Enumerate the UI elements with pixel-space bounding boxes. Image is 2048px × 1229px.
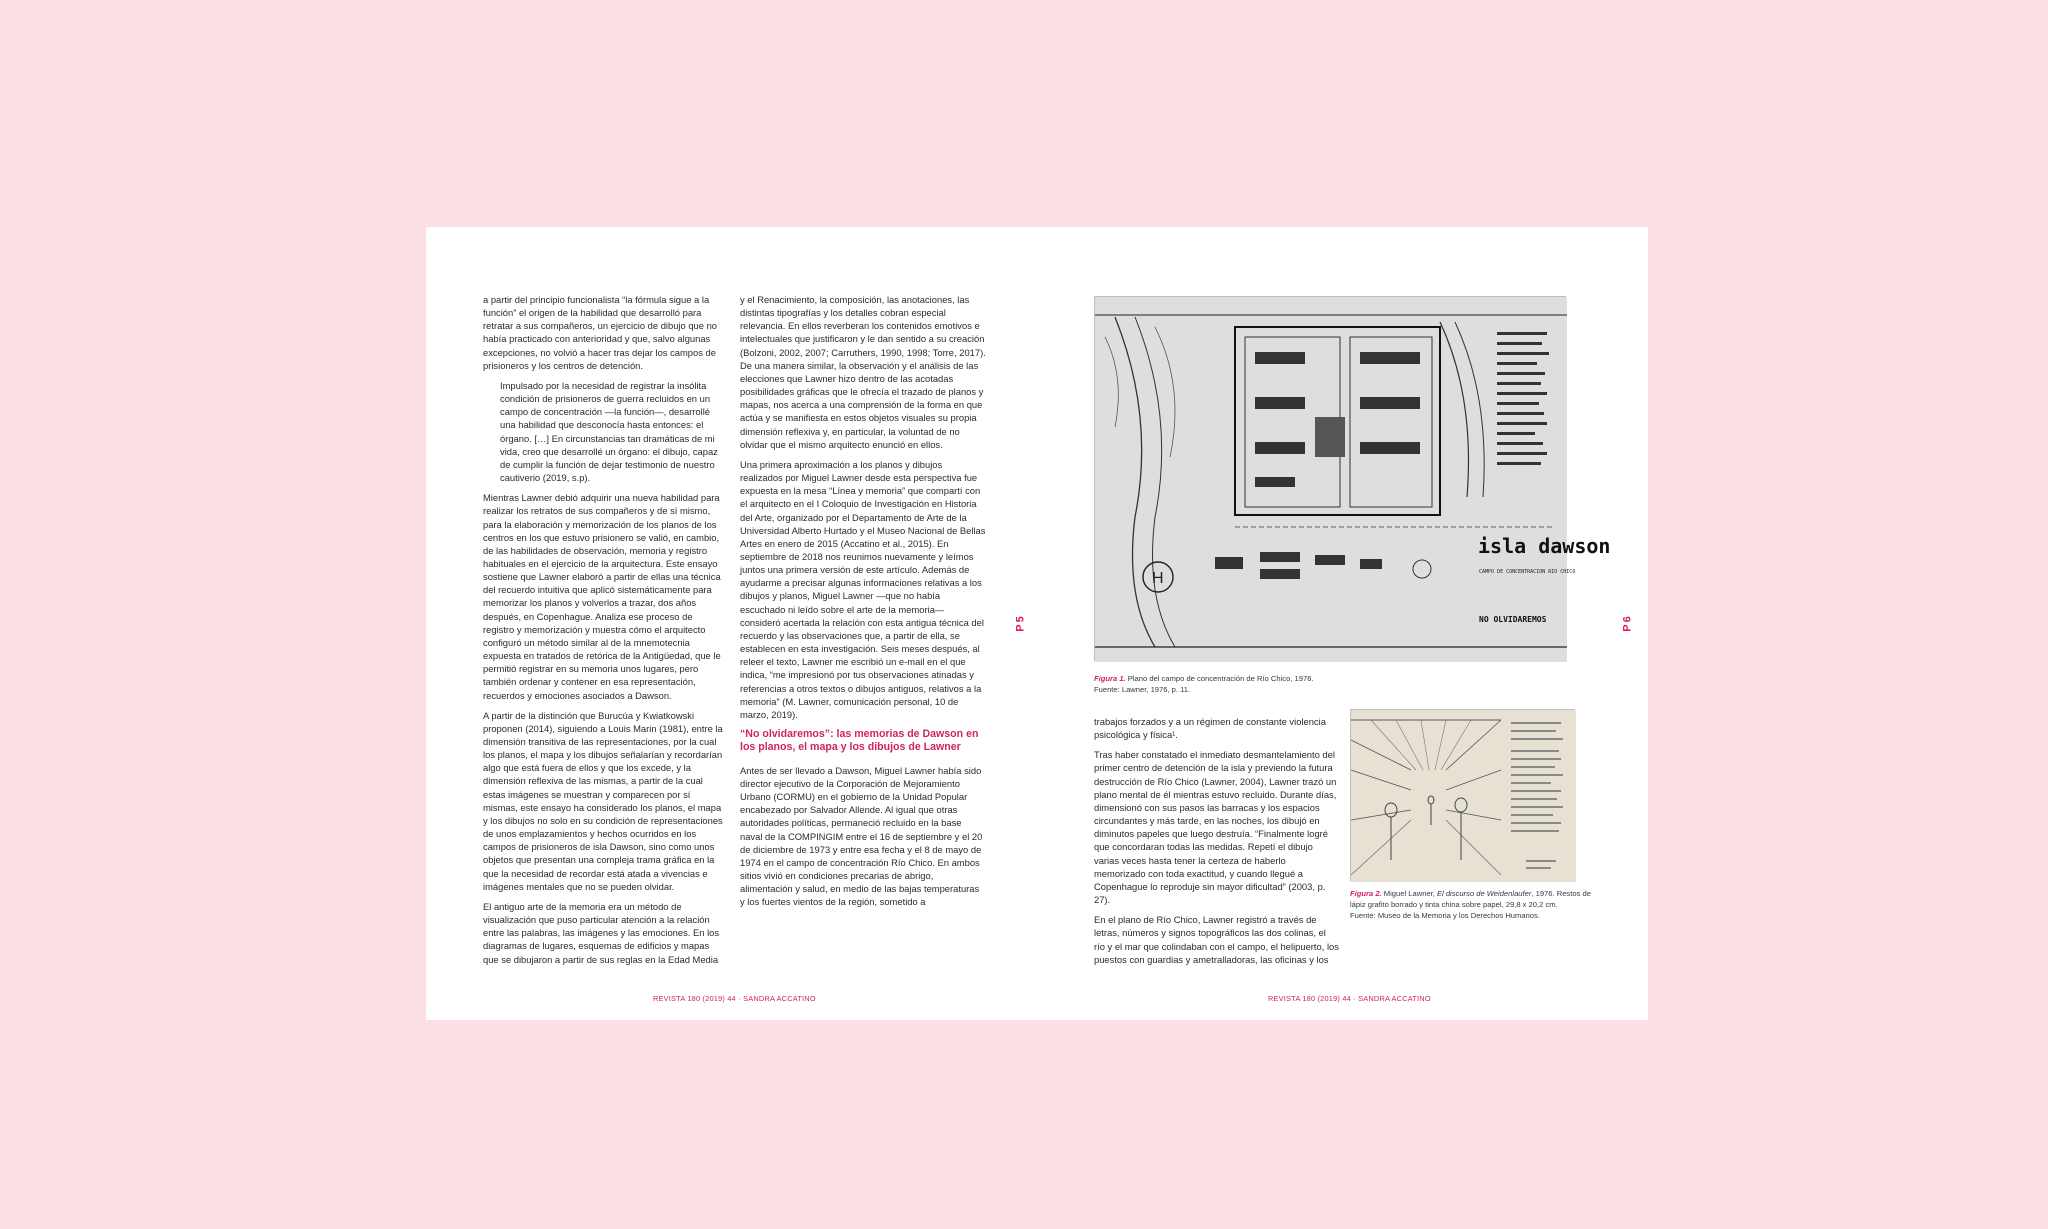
paragraph: Una primera aproximación a los planos y dibujos realizados por Miguel Lawner desde esta perspectiva fue expuesta en la mesa “Línea y memoria” que compartí con el arquitecto en el I Coloquio de Investigación en Historia del Arte, organizado por el Departamento de Arte de la Universidad Alberto Hurtado y el Museo Nacional de Bellas Artes en enero de 2015 (Accatino et al., 2015). En septiembre de 2018 nos reunimos nuevamente y leímos juntos una primera versión de este artículo. Además de ayudarme a precisar algunas informaciones relativas a los dibujos y planos, Miguel Lawner —que no había escuchado ni leído sobre el arte de la memoria— consideró acertada la relación con esta antigua técnica del recuerdo y las observaciones que, a partir de ella, se establecen en esta investigación. Seis meses después, al releer el texto, Lawner me escribió un e-mail en el que indica, “me impresionó por tus observaciones atinadas y referencias a otros textos o dibujos antiguos, relativos a la memoria” (M. Lawner, comunicación personal, 10 de marzo, 2019). (740, 458, 986, 720)
caption-text-pre: Miguel Lawner, (1383, 889, 1437, 898)
paragraph: A partir de la distinción que Burucúa y Kwiatkowski proponen (2014), siguiendo a Louis Marin (1981), entre la dimensión transitiva de las representaciones, por la cual los planos, el mapa y los dibujos señalarían y recordarían algo que está fuera de ellos y que los excede, y la dimensión reflexiva de las mismas, a partir de la cual estas imágenes se muestran y comparecen por sí mismas, este ensayo ha considerado los planos, el mapa y los dibujos no solo en su condición de representaciones de unos emplazamientos y hechos ocurridos en los campos de prisioneros de isla Dawson, sino como unos objetos que presentan una compleja trama gráfica en la que la necesidad de recordar está atada a vivencias e imágenes mentales que no se pueden olvidar. (483, 709, 723, 892)
caption-source: Fuente: Lawner, 1976, p. 11. (1094, 685, 1191, 694)
paragraph: trabajos forzados y a un régimen de constante violencia psicológica y física¹. (1094, 716, 1326, 741)
paragraph: En el plano de Río Chico, Lawner registró a través de letras, números y signos topográficos las dos colinas, el río y el mar que colindaban con el campo, el helipuerto, los puestos con guardias y ametralladoras, las oficinas y los (1094, 914, 1339, 965)
paragraph: Tras haber constatado el inmediato desmantelamiento del primer centro de detención de la isla y previendo la futura destrucción de Río Chico (Lawner, 2004), Lawner trazó un plano mental de él mientras estuvo recluido. Durante días, dimensionó con sus pasos las barracas y los espacios circundantes y más tarde, en las noches, los dibujó en diminutos papeles que luego destruía. “Finalmente logré que concordaran todas las medidas. Repetí el dibujo varias veces hasta tener la certeza de haberlo memorizado con toda exactitud, y cuando llegué a Copenhague lo reproduje sin mayor dificultad” (2003, p. 27). (1094, 749, 1337, 906)
map-subtitle: CAMPO DE CONCENTRACION RIO CHICO (1479, 569, 1576, 575)
left-page-column-1 (483, 293, 724, 973)
caption-text: Plano del campo de concentración de Río Chico, 1976. (1127, 674, 1314, 683)
figure-1-caption (1094, 673, 1394, 695)
right-page-column (1094, 715, 1339, 973)
caption-source: Fuente: Museo de la Memoria y los Derechos Humanos. (1350, 911, 1540, 920)
figure-2-caption (1350, 888, 1598, 921)
block-quote: Impulsado por la necesidad de registrar la insólita condición de prisioneros de guerra recluidos en un campo de concentración —la función—, desarrollé una habilidad que desconocía hasta entonces: el órgano. […] En circunstancias tan dramáticas de mi vida, creo que desarrollé un órgano: el dibujo, capaz de cumplir la función de dejar testimonio de nuestro cautiverio (2019, s.p). (500, 379, 718, 484)
footer-right: REVISTA 180 (2019) 44 · SANDRA ACCATINO (1268, 994, 1431, 1003)
left-page-column-2 (740, 293, 986, 916)
map-title: isla dawson (1478, 534, 1611, 558)
page-number-left: P5 (1014, 614, 1027, 632)
paragraph: y el Renacimiento, la composición, las anotaciones, las distintas tipografías y los detalles cobran especial relevancia. En ellos reverberan los contenidos emotivos e intelectuales que justificaron y le dan sentido a su creación (Bolzoni, 2002, 2007; Carruthers, 1990, 1998; Torre, 2017). De una manera similar, la observación y el análisis de las elecciones que Lawner hizo dentro de las acotadas posibilidades gráficas que le ofrecía el trazado de planos y mapas, nos acerca a una comprensión de la forma en que actúa y se manifiesta en estos objetos visuales su propia dimensión reflexiva y, en particular, la voluntad de no olvidar que el mismo arquitecto enunció en ellos. (740, 294, 986, 450)
footer-left: REVISTA 180 (2019) 44 · SANDRA ACCATINO (653, 994, 816, 1003)
magazine-spread (426, 227, 1648, 1020)
paragraph: Antes de ser llevado a Dawson, Miguel Lawner había sido director ejecutivo de la Corporación de Mejoramiento Urbano (CORMU) en el gobierno de la Unidad Popular encabezado por Salvador Allende. Al igual que otras autoridades políticas, permaneció recluido en la base naval de la COMPINGIM entre el 16 de septiembre y el 20 de diciembre de 1973 y entre esa fecha y el 8 de mayo de 1974 en el campo de concentración Río Chico. En ambos sitios vivió en condiciones precarias de abrigo, alimentación y salud, en medio de las bajas temperaturas y los fuertes vientos de la región, sometido a (740, 764, 983, 908)
section-heading: “No olvidaremos”: las memorias de Dawson en los planos, el mapa y los dibujos de Lawner (740, 728, 979, 754)
caption-title: El discurso de Weidenlaufer (1436, 889, 1532, 898)
heliport-label: H (1152, 570, 1164, 587)
figure-label: Figura 1. (1094, 674, 1126, 683)
figure-label: Figura 2. (1350, 889, 1382, 898)
caption-text-post: , 1976. Restos de lápiz grafito borrado y tinta china sobre papel, 29,8 x 20,2 cm. (1350, 889, 1591, 909)
figure-2-drawing (1350, 709, 1575, 881)
map-motto: NO OLVIDAREMOS (1479, 615, 1547, 624)
barrack-interior-drawing (1351, 710, 1576, 882)
figure-1-camp-map (1094, 296, 1611, 661)
page-number-right: P6 (1621, 614, 1634, 632)
paragraph: El antiguo arte de la memoria era un método de visualización que puso particular atención a la relación entre las palabras, las imágenes y las emociones. En los diagramas de lugares, esquemas de edificios y mapas que se dibujaron a partir de sus reglas en la Edad Media (483, 900, 720, 965)
paragraph: Mientras Lawner debió adquirir una nueva habilidad para realizar los retratos de sus compañeros y de sí mismo, para la elaboración y memorización de los planos de los centros en los que estuvo prisionero se valió, en cambio, de las habilidades de observación, memoria y registro habituales en el ejercicio de la arquitectura. Este ensayo sostiene que Lawner elaboró a partir de ellas una técnica del recuerdo intuitiva que aplicó sistemáticamente para memorizar los planos y volverlos a trazar, dos años después, en Copenhague. Analiza ese proceso de registro y memorización y muestra cómo el arquitecto configuró un método similar al de la mnemotecnia expuesta en tratados de retórica de la Antigüedad, que le permitió registrar en su memoria unos lugares, pero también ordenar y contener en esa representación, recuerdos y emociones asociados a Dawson. (483, 492, 721, 701)
paragraph: a partir del principio funcionalista “la fórmula sigue a la función” el origen de la habilidad que desarrolló para retratar a sus compañeros, un ejercicio de dibujo que no había practicado con anterioridad y que, salvo algunas excepciones, no volvió a hacer tras dejar los campos de prisioneros y los centros de detención. (483, 294, 717, 371)
camp-map-drawing (1095, 297, 1611, 662)
